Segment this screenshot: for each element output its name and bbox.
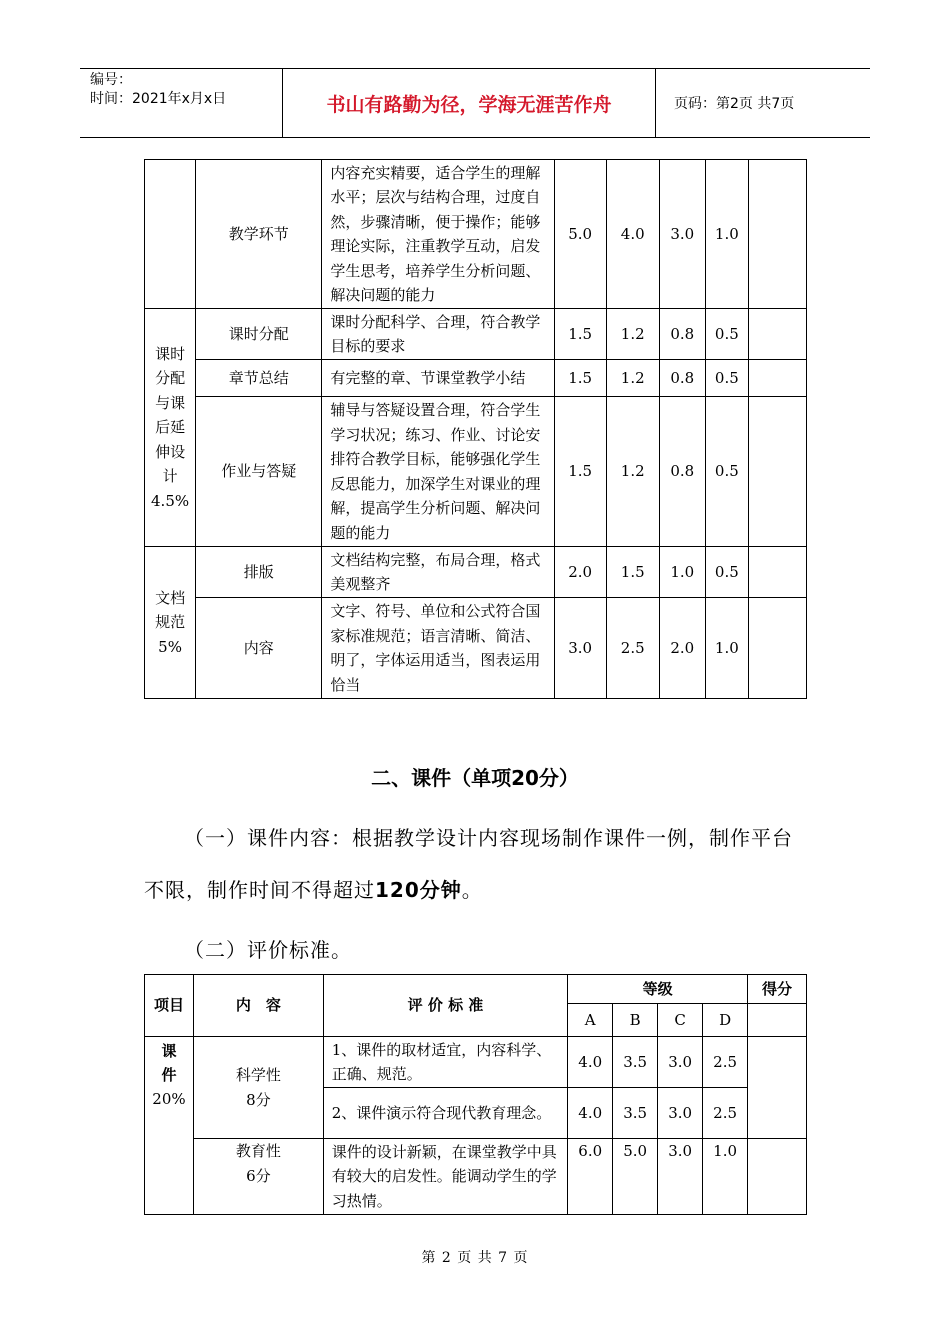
criteria-text: 2、课件演示符合现代教育理念。 (323, 1088, 568, 1139)
paragraph-text: （一）课件内容：根据教学设计内容现场制作课件一例，制作平台不限，制作时间不得超过 (144, 826, 793, 902)
sub-item: 作业与答疑 (196, 397, 322, 547)
grade-d: 0.5 (705, 397, 748, 547)
grade-c: 0.8 (659, 309, 705, 360)
grade-d: 0.5 (705, 547, 748, 598)
grade-b: 1.2 (606, 360, 659, 397)
grade-a: 5.0 (554, 160, 606, 309)
group-label-wendang: 文档规范5% (145, 547, 196, 699)
grade-a: 2.0 (554, 547, 606, 598)
criteria-text: 1、课件的取材适宜，内容科学、正确、规范。 (323, 1037, 568, 1088)
evaluation-table-continued (144, 159, 807, 699)
content-name: 科学性 (235, 1066, 281, 1084)
grade-b: 5.0 (613, 1139, 658, 1215)
score-cell (748, 547, 806, 598)
header-meta (80, 69, 280, 137)
time-limit: 120分钟 (375, 878, 462, 902)
item-cell (145, 1037, 194, 1215)
content-cell (193, 1139, 323, 1215)
header-score: 得分 (748, 975, 807, 1004)
grade-d-header: D (703, 1004, 748, 1037)
grade-d: 2.5 (703, 1088, 748, 1139)
grade-b: 1.5 (606, 547, 659, 598)
paragraph-criteria: （二）评价标准。 (184, 938, 352, 962)
grade-d: 1.0 (705, 160, 748, 309)
grade-b: 4.0 (606, 160, 659, 309)
header-page (664, 69, 870, 137)
score-cell (748, 160, 806, 309)
score-cell (748, 309, 806, 360)
header-time: 时间：2021年x月x日 (90, 91, 227, 107)
score-cell (748, 1139, 807, 1215)
grade-b: 2.5 (606, 598, 659, 699)
score-cell (748, 397, 806, 547)
grade-b: 3.5 (613, 1037, 658, 1088)
grade-d: 1.0 (705, 598, 748, 699)
criteria-text: 课时分配科学、合理，符合教学目标的要求 (322, 309, 554, 360)
criteria-text: 课件的设计新颖，在课堂教学中具有较大的启发性。能调动学生的学习热情。 (323, 1139, 568, 1215)
grade-c: 0.8 (659, 360, 705, 397)
score-header-empty (748, 1004, 807, 1037)
sub-item: 课时分配 (196, 309, 322, 360)
table-row (145, 397, 807, 547)
grade-a-header: A (568, 1004, 613, 1037)
sub-item: 排版 (196, 547, 322, 598)
header-content: 内 容 (193, 975, 323, 1037)
criteria-text: 辅导与答疑设置合理，符合学生学习状况；练习、作业、讨论安排符合教学目标，能够强化学生反思能力，加深学生对课业的理解，提高学生分析问题、解决问题的能力 (322, 397, 554, 547)
table-row (145, 160, 807, 309)
grade-a: 6.0 (568, 1139, 613, 1215)
criteria-text: 文档结构完整，布局合理，格式美观整齐 (322, 547, 554, 598)
grade-d: 2.5 (703, 1037, 748, 1088)
content-name: 教育性 (235, 1142, 281, 1160)
section-title: 二、课件（单项20分） (371, 766, 579, 790)
header-number: 编号： (90, 72, 132, 88)
header-motto: 书山有路勤为径，学海无涯苦作舟 (282, 69, 656, 137)
group-cell-empty (145, 160, 196, 309)
criteria-text: 内容充实精要，适合学生的理解水平；层次与结构合理，过度自然，步骤清晰，便于操作；能够理论实际，注重教学互动，启发学生思考，培养学生分析问题、解决问题的能力 (322, 160, 554, 309)
grade-b: 1.2 (606, 309, 659, 360)
grade-c-header: C (658, 1004, 703, 1037)
grade-d: 1.0 (703, 1139, 748, 1215)
sub-item: 教学环节 (196, 160, 322, 309)
grade-c: 1.0 (659, 547, 705, 598)
courseware-table (144, 974, 807, 1215)
header-grade: 等级 (568, 975, 748, 1004)
grade-c: 3.0 (659, 160, 705, 309)
grade-c: 3.0 (658, 1037, 703, 1088)
table-row (145, 309, 807, 360)
content-points: 6分 (246, 1166, 271, 1185)
table-row (145, 360, 807, 397)
score-cell (748, 598, 806, 699)
content-points: 8分 (246, 1090, 271, 1109)
header-criteria: 评 价 标 准 (323, 975, 568, 1037)
item-percent: 20% (152, 1090, 186, 1108)
score-cell (748, 1037, 807, 1139)
grade-b-header: B (613, 1004, 658, 1037)
item-name: 课件 (161, 1042, 177, 1084)
grade-a: 1.5 (554, 360, 606, 397)
grade-b: 1.2 (606, 397, 659, 547)
content-cell (193, 1037, 323, 1139)
grade-d: 0.5 (705, 309, 748, 360)
sub-item: 章节总结 (196, 360, 322, 397)
grade-b: 3.5 (613, 1088, 658, 1139)
page-footer: 第 2 页 共 7 页 (421, 1250, 529, 1266)
criteria-text: 文字、符号、单位和公式符合国家标准规范；语言清晰、简洁、明了，字体运用适当，图表运用恰当 (322, 598, 554, 699)
grade-c: 2.0 (659, 598, 705, 699)
table-row (145, 1139, 807, 1215)
grade-a: 1.5 (554, 397, 606, 547)
table-row (145, 598, 807, 699)
grade-c: 3.0 (658, 1139, 703, 1215)
group-label-keshi: 课时分配与课后延伸设计4.5% (145, 309, 196, 547)
table-row (145, 547, 807, 598)
table-row (145, 1037, 807, 1088)
score-cell (748, 360, 806, 397)
page-header (80, 68, 870, 138)
grade-c: 0.8 (659, 397, 705, 547)
header-page-label: 页码：第2页 共7页 (674, 96, 795, 112)
grade-d: 0.5 (705, 360, 748, 397)
criteria-text: 有完整的章、节课堂教学小结 (322, 360, 554, 397)
grade-c: 3.0 (658, 1088, 703, 1139)
header-row (145, 975, 807, 1004)
paragraph-end: 。 (461, 878, 483, 902)
sub-item: 内容 (196, 598, 322, 699)
grade-a: 4.0 (568, 1037, 613, 1088)
paragraph-content (144, 812, 807, 916)
header-item: 项目 (145, 975, 194, 1037)
grade-a: 3.0 (554, 598, 606, 699)
grade-a: 4.0 (568, 1088, 613, 1139)
grade-a: 1.5 (554, 309, 606, 360)
